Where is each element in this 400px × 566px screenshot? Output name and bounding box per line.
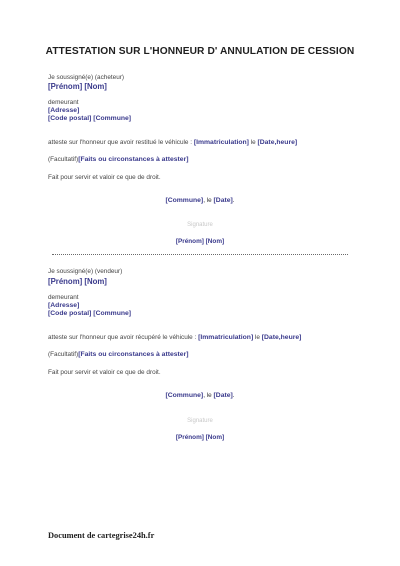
buyer-intro: Je soussigné(e) (acheteur) (48, 74, 125, 81)
seller-address-field: [Adresse] (48, 302, 80, 309)
seller-optional (48, 351, 188, 358)
section-separator (52, 254, 348, 255)
buyer-residence-label: demeurant (48, 99, 79, 106)
buyer-place-mid: , le (203, 197, 214, 204)
buyer-place-field: [Commune] (165, 197, 204, 204)
buyer-name-field: [Prénom] [Nom] (48, 82, 107, 91)
buyer-optional (48, 156, 188, 163)
buyer-place-end: . (232, 197, 235, 204)
buyer-statement (48, 139, 297, 146)
buyer-closing: Fait pour servir et valoir ce que de droit. (48, 174, 161, 181)
buyer-postal-field: [Code postal] [Commune] (48, 115, 132, 122)
seller-optional-prefix: (Facultatif) (48, 351, 79, 358)
buyer-statement-prefix: atteste sur l'honneur que avoir restitué le véhicule : (48, 139, 194, 146)
seller-postal-field: [Code postal] [Commune] (48, 310, 132, 317)
buyer-address-field: [Adresse] (48, 107, 80, 114)
seller-statement (48, 334, 301, 341)
seller-place-date (0, 392, 400, 399)
buyer-place-date (0, 197, 400, 204)
seller-statement-mid: le (253, 334, 262, 341)
buyer-optional-field: [Faits ou circonstances à attester] (78, 156, 189, 163)
seller-statement-prefix: atteste sur l'honneur que avoir récupéré le véhicule : (48, 334, 199, 341)
seller-signer-field: [Prénom] [Nom] (175, 434, 225, 441)
seller-place-mid: , le (203, 392, 214, 399)
seller-date-field: [Date,heure] (261, 334, 302, 341)
seller-residence-label: demeurant (48, 294, 79, 301)
buyer-signature-label: Signature (187, 222, 213, 228)
buyer-signer-field: [Prénom] [Nom] (175, 238, 225, 245)
buyer-date-field: [Date,heure] (257, 139, 298, 146)
buyer-optional-prefix: (Facultatif) (48, 156, 79, 163)
document-footer: Document de cartegrise24h.fr (48, 531, 155, 540)
buyer-statement-mid: le (248, 139, 258, 146)
seller-name-field: [Prénom] [Nom] (48, 277, 107, 286)
buyer-registration-field: [Immatriculation] (193, 139, 249, 146)
seller-registration-field: [Immatriculation] (198, 334, 254, 341)
buyer-place-date-field: [Date] (213, 197, 233, 204)
seller-optional-field: [Faits ou circonstances à attester] (78, 351, 189, 358)
document-title: ATTESTATION SUR L'HONNEUR D' ANNULATION DE CESSION (45, 46, 355, 57)
seller-place-end: . (232, 392, 235, 399)
seller-signature-label: Signature (187, 418, 213, 424)
seller-intro: Je soussigné(e) (vendeur) (48, 268, 123, 275)
seller-place-field: [Commune] (165, 392, 204, 399)
seller-closing: Fait pour servir et valoir ce que de droit. (48, 369, 161, 376)
seller-place-date-field: [Date] (213, 392, 233, 399)
